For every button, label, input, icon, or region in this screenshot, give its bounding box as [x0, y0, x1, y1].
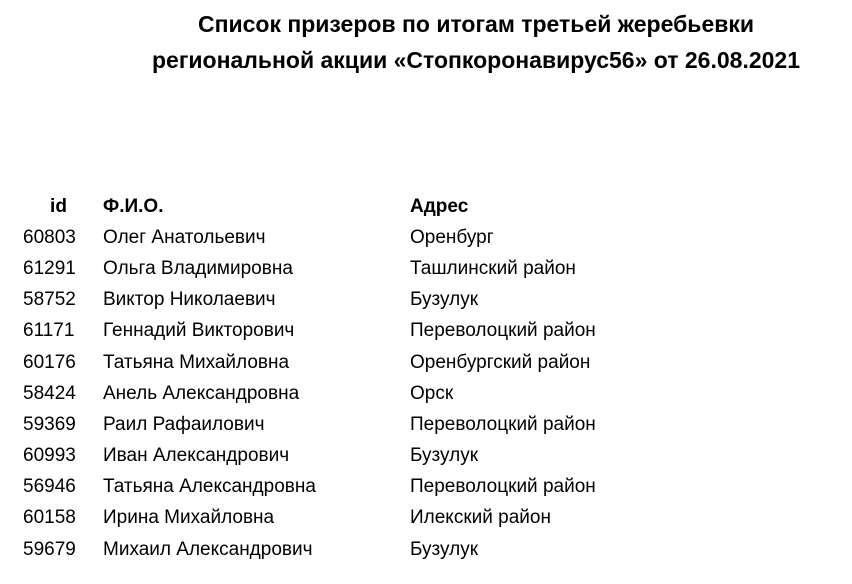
cell-id: 60158: [23, 507, 76, 529]
table-row: [14, 253, 710, 284]
prize-winners-table: [14, 191, 710, 565]
title-line-1: Список призеров по итогам третьей жеребьевки: [197, 11, 755, 37]
cell-id: 61291: [23, 257, 76, 279]
cell-name: Олег Анатольевич: [103, 226, 266, 248]
cell-address: Оренбургский район: [410, 351, 591, 373]
cell-id: 59369: [23, 413, 76, 435]
header-name: Ф.И.О.: [103, 195, 164, 217]
header-id: id: [50, 195, 67, 217]
table-row: [14, 409, 710, 440]
cell-address: Бузулук: [410, 289, 479, 311]
table-row: [14, 472, 710, 503]
table-row: [14, 222, 710, 253]
cell-address: Орск: [410, 382, 454, 404]
document-title: [100, 6, 852, 78]
cell-name: Михаил Александрович: [103, 538, 313, 560]
cell-name: Татьяна Михайловна: [103, 351, 290, 373]
cell-id: 60803: [23, 226, 76, 248]
cell-id: 56946: [23, 476, 76, 498]
cell-address: Оренбург: [410, 226, 494, 248]
table-row: [14, 285, 710, 316]
cell-id: 58424: [23, 382, 76, 404]
cell-name: Раил Рафаилович: [103, 413, 265, 435]
header-address: Адрес: [410, 195, 469, 217]
cell-name: Татьяна Александровна: [103, 476, 316, 498]
cell-address: Илекский район: [410, 507, 551, 529]
cell-address: Бузулук: [410, 538, 479, 560]
cell-address: Ташлинский район: [410, 257, 576, 279]
table-row: [14, 534, 710, 565]
cell-address: Переволоцкий район: [410, 476, 596, 498]
cell-id: 61171: [23, 320, 75, 342]
cell-address: Переволоцкий район: [410, 320, 596, 342]
cell-address: Бузулук: [410, 445, 479, 467]
cell-name: Геннадий Викторович: [103, 320, 295, 342]
cell-id: 60993: [23, 445, 76, 467]
table-row: [14, 347, 710, 378]
table-row: [14, 503, 710, 534]
cell-name: Ирина Михайловна: [103, 507, 275, 529]
cell-id: 60176: [23, 351, 76, 373]
cell-id: 59679: [23, 538, 76, 560]
cell-id: 58752: [23, 289, 76, 311]
table-row: [14, 378, 710, 409]
table-row: [14, 316, 710, 347]
cell-name: Виктор Николаевич: [103, 289, 276, 311]
table-header-row: [14, 191, 710, 222]
table-row: [14, 441, 710, 472]
title-line-2: региональной акции «Стопкоронавирус56» от 26.08.2021: [151, 47, 800, 73]
cell-address: Переволоцкий район: [410, 413, 596, 435]
cell-name: Иван Александрович: [103, 445, 290, 467]
cell-name: Анель Александровна: [103, 382, 300, 404]
cell-name: Ольга Владимировна: [103, 257, 293, 279]
